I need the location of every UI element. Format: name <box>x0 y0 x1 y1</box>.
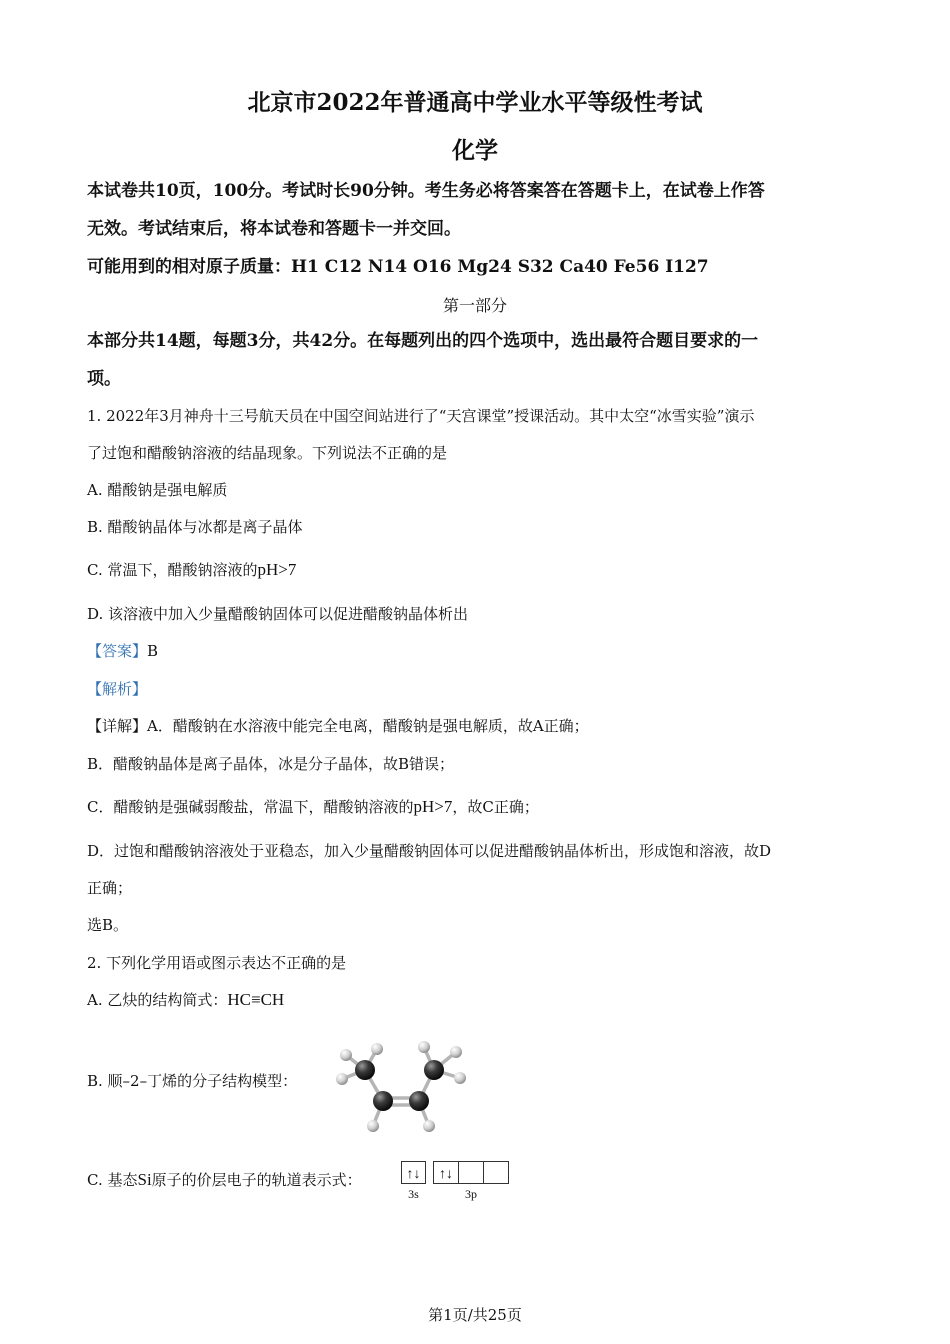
hydrogen-atom <box>454 1072 466 1084</box>
answer-label: 【答案】 <box>87 642 148 660</box>
detail-c-line <box>87 797 539 817</box>
carbon-atom <box>409 1091 429 1111</box>
detail-c-formula: pH>7 <box>413 797 453 816</box>
option-c-prefix: C. 基态 <box>87 1171 138 1189</box>
carbon-atom <box>424 1060 444 1080</box>
detail-d-1: D．过饱和醋酸钠溶液处于亚稳态，加入少量醋酸钠固体可以促进醋酸钠晶体析出，形成饱和溶液，故D <box>87 842 772 860</box>
conclusion: 选B。 <box>87 916 129 934</box>
detail-b: B．醋酸钠晶体是离子晶体，冰是分子晶体，故B错误； <box>87 755 455 773</box>
detail-a-line <box>87 716 589 736</box>
orbital-3s-label: 3s <box>408 1187 419 1201</box>
part-title: 第一部分 <box>442 296 507 315</box>
silicon-symbol: Si <box>137 1170 152 1189</box>
part-description-1: 本部分共14题，每题3分，共42分。在每题列出的四个选项中，选出最符合题目要求的一 <box>87 331 759 351</box>
question-1-stem-1: 1. 2022年3月神舟十三号航天员在中国空间站进行了“天宫课堂”授课活动。其中太空“冰雪实验”演示 <box>87 407 755 425</box>
option-c-text: C. 常温下，醋酸钠溶液的 <box>87 561 258 579</box>
bonds <box>342 1047 460 1126</box>
hydrogen-atom <box>340 1049 352 1061</box>
detail-label: 【详解】 <box>87 717 148 735</box>
instructions-line-2: 无效。考试结束后，将本试卷和答题卡一并交回。 <box>87 219 461 239</box>
question-1-stem-2: 了过饱和醋酸钠溶液的结晶现象。下列说法不正确的是 <box>87 444 448 462</box>
hydrogen-atom <box>367 1120 379 1132</box>
ethyne-formula: HC≡CH <box>227 990 285 1009</box>
part-description-2: 项。 <box>87 369 121 389</box>
orbital-3p-arrows: ↑↓ <box>439 1167 453 1182</box>
detail-a: A．醋酸钠在水溶液中能完全电离，醋酸钠是强电解质，故A正确； <box>147 717 589 735</box>
answer-line <box>87 641 158 661</box>
question-1-option-b: B. 醋酸钠晶体与冰都是离子晶体 <box>87 518 303 536</box>
answer-value: B <box>147 642 159 660</box>
hydrogen-atom <box>423 1120 435 1132</box>
orbital-3s-arrows: ↑↓ <box>406 1167 421 1182</box>
detail-c-suffix: ，故C正确； <box>452 798 539 816</box>
orbital-3p-box-3 <box>484 1162 509 1184</box>
orbital-3p-label: 3p <box>465 1187 477 1201</box>
detail-c-prefix: C．醋酸钠是强碱弱酸盐，常温下，醋酸钠溶液的 <box>87 798 414 816</box>
question-2-stem: 2. 下列化学用语或图示表达不正确的是 <box>87 954 347 972</box>
page-footer: 第1页/共25页 <box>428 1306 522 1324</box>
exam-title: 北京市2022年普通高中学业水平等级性考试 <box>247 89 703 116</box>
question-1-option-a: A. 醋酸钠是强电解质 <box>87 481 228 499</box>
question-2-option-c <box>87 1170 362 1190</box>
ph-formula: pH>7 <box>257 560 297 579</box>
hydrogen-atom <box>336 1073 348 1085</box>
hydrogen-atom <box>450 1046 462 1058</box>
carbon-atom <box>355 1060 375 1080</box>
analysis-label: 【解析】 <box>87 680 148 698</box>
instructions-line-1: 本试卷共10页，100分。考试时长90分钟。考生务必将答案答在答题卡上，在试卷上作答 <box>87 181 765 201</box>
atomic-masses: 可能用到的相对原子质量：H1 C12 N14 O16 Mg24 S32 Ca40 Fe56 I127 <box>87 257 709 277</box>
hydrogen-atom <box>418 1041 430 1053</box>
detail-d-2: 正确； <box>87 879 133 897</box>
question-2-option-b: B. 顺–2–丁烯的分子结构模型： <box>87 1072 298 1090</box>
orbital-diagram <box>400 1160 515 1204</box>
orbital-3p-box-2 <box>459 1162 484 1184</box>
hydrogen-atom <box>371 1043 383 1055</box>
question-1-option-c <box>87 560 296 580</box>
subject-title: 化学 <box>452 137 498 164</box>
question-1-option-d: D. 该溶液中加入少量醋酸钠固体可以促进醋酸钠晶体析出 <box>87 605 469 623</box>
carbon-atom <box>373 1091 393 1111</box>
question-2-option-a <box>87 990 284 1010</box>
option-c-suffix: 原子的价层电子的轨道表示式： <box>151 1171 362 1189</box>
cis-2-butene-model <box>330 1038 476 1138</box>
option-a-text: A. 乙炔的结构简式： <box>87 991 228 1009</box>
